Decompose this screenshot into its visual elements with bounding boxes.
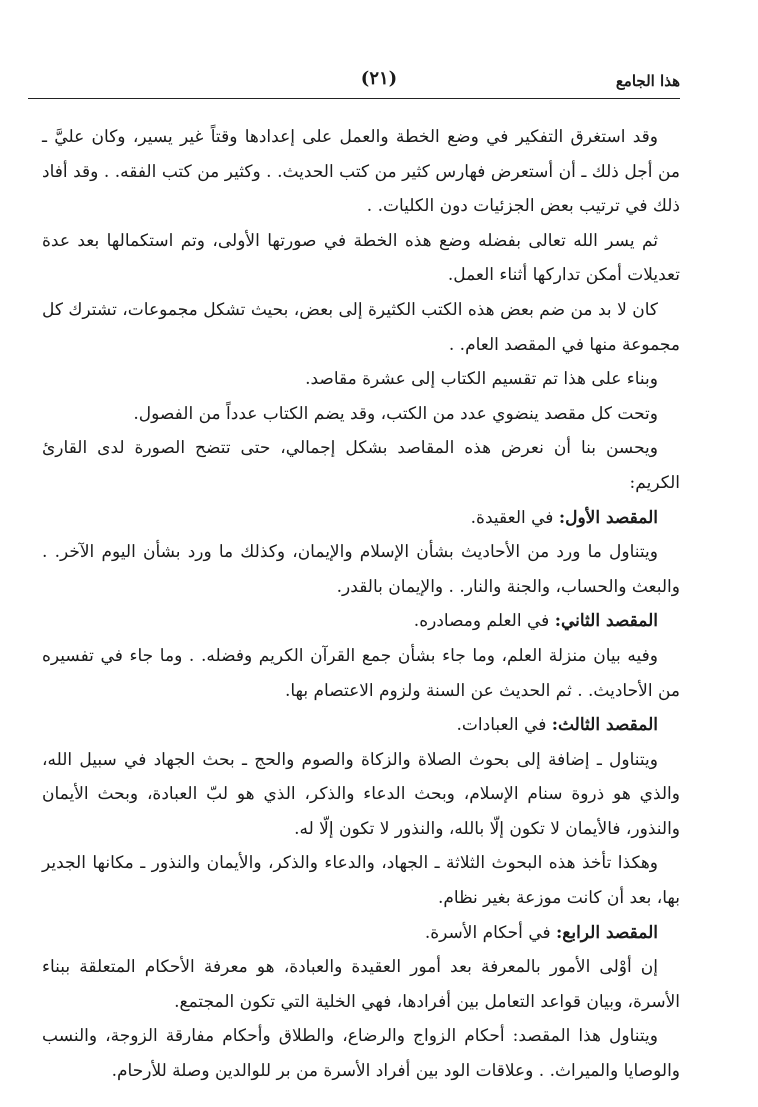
running-title: هذا الجامع xyxy=(615,72,680,90)
page-number: (٢١) xyxy=(360,68,398,89)
section-heading xyxy=(42,501,680,536)
paragraph: وقد استغرق التفكير في وضع الخطة والعمل على إعدادها وقتاً غير يسير، وكان عليَّ ـ من أجل ذلك ـ أن أستعرض فهارس كثير من كتب الحديث. . وكثير من كتب الفقه. . وقد أفاد ذلك في ترتيب بعض الجزئيات دون الكليات. . xyxy=(42,127,680,217)
section-heading xyxy=(42,708,680,743)
section-heading xyxy=(42,604,680,639)
section-heading-label: المقصد الثالث: xyxy=(551,715,658,736)
section-heading xyxy=(42,916,680,951)
section-heading-label: المقصد الثاني: xyxy=(554,611,658,632)
paragraph: وبناء على هذا تم تقسيم الكتاب إلى عشرة مقاصد. xyxy=(305,369,658,390)
paragraph: وتحت كل مقصد ينضوي عدد من الكتب، وقد يضم الكتاب عدداً من الفصول. xyxy=(133,403,658,424)
paragraph: ثم يسر الله تعالى بفضله وضع هذه الخطة في صورتها الأولى، وتم استكمالها بعد عدة تعديلات أمكن تداركها أثناء العمل. xyxy=(42,230,680,286)
paragraph: ويتناول ـ إضافة إلى بحوث الصلاة والزكاة والصوم والحج ـ بحث الجهاد في سبيل الله، والذي هو ذروة سنام الإسلام، وبحث الدعاء والذكر، الذي هو لبّ العبادة، وبحث الأيمان والنذور، فالأيمان لا تكون إلّا بالله، والنذور لا تكون إلّا له. xyxy=(42,749,680,839)
paragraph: كان لا بد من ضم بعض هذه الكتب الكثيرة إلى بعض، بحيث تشكل مجموعات، تشترك كل مجموعة منها في المقصد العام. . xyxy=(42,299,680,355)
paragraph: ويحسن بنا أن نعرض هذه المقاصد بشكل إجمالي، حتى تتضح الصورة لدى القارئ الكريم: xyxy=(42,438,680,493)
section-heading-text: في العلم ومصادره. xyxy=(413,611,555,632)
section-heading-text: في العبادات. xyxy=(456,715,552,736)
section-heading-label: المقصد الرابع: xyxy=(556,922,658,943)
paragraph: وهكذا تأخذ هذه البحوث الثلاثة ـ الجهاد، والدعاء والذكر، والأيمان والنذور ـ مكانها الجدير بها، بعد أن كانت موزعة بغير نظام. xyxy=(42,853,680,909)
section-heading-text: في العقيدة. xyxy=(470,507,559,528)
paragraph: وفيه بيان منزلة العلم، وما جاء بشأن جمع القرآن الكريم وفضله. . وما جاء في تفسيره من الأحاديث. . ثم الحديث عن السنة ولزوم الاعتصام بها. xyxy=(42,645,680,701)
body-text xyxy=(42,120,680,1089)
paragraph: إن أوْلى الأمور بالمعرفة بعد أمور العقيدة والعبادة، هو معرفة الأحكام المتعلقة ببناء الأسرة، وبيان قواعد التعامل بين أفرادها، فهي الخلية التي تكون المجتمع. xyxy=(42,957,680,1012)
section-heading-label: المقصد الأول: xyxy=(558,507,658,528)
section-heading-text: في أحكام الأسرة. xyxy=(424,922,557,943)
paragraph: ويتناول هذا المقصد: أحكام الزواج والرضاع، والطلاق وأحكام مفارقة الزوجة، والنسب والوصايا والميراث. . وعلاقات الود بين أفراد الأسرة من بر للوالدين وصلة للأرحام. xyxy=(42,1026,680,1082)
header-rule xyxy=(28,98,680,99)
paragraph: ويتناول ما ورد من الأحاديث بشأن الإسلام والإيمان، وكذلك ما ورد بشأن اليوم الآخر. . والبعث والحساب، والجنة والنار. . والإيمان بالقدر. xyxy=(42,542,680,597)
